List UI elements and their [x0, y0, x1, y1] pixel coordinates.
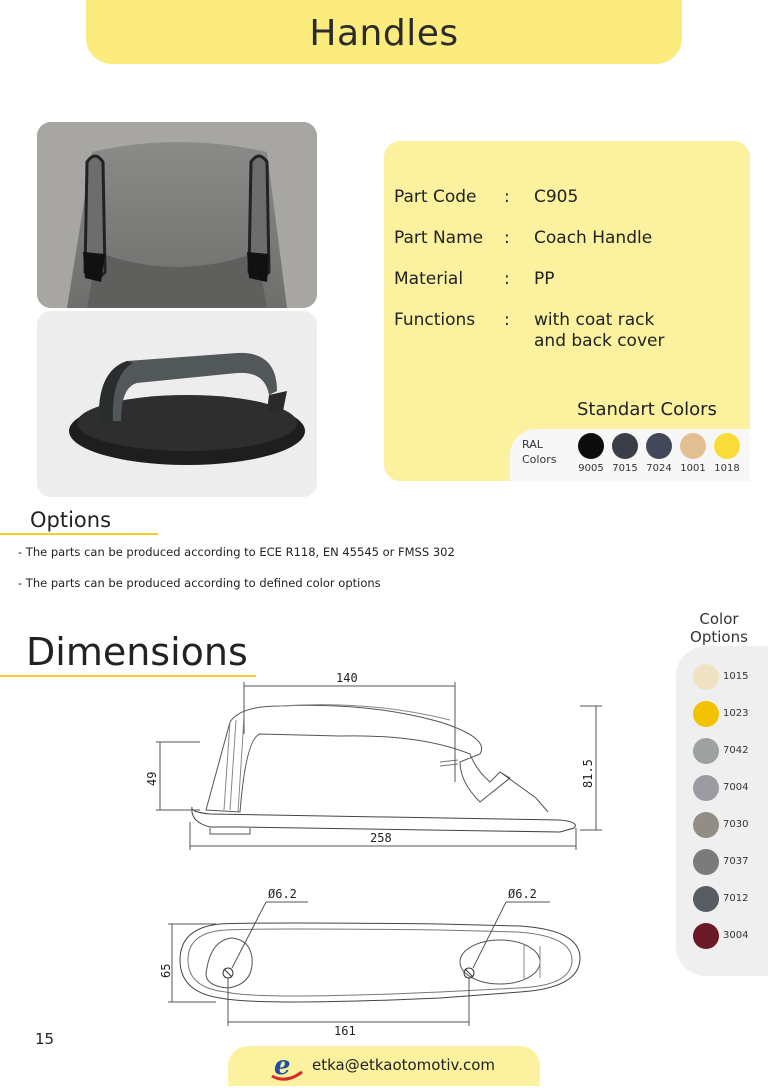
etka-logo-icon: [268, 1050, 304, 1088]
option-swatch-7004: [693, 775, 719, 801]
dim-label-hole-left: Ø6.2: [268, 887, 297, 901]
dim-label-left-height: 49: [145, 771, 159, 786]
page-title: Handles: [86, 0, 682, 64]
product-photo-handle: [37, 311, 317, 497]
info-separator: :: [504, 269, 510, 289]
product-photo-mounted: [37, 122, 317, 308]
dim-label-hole-spacing: 161: [334, 1024, 356, 1038]
standard-colors-title: Standart Colors: [577, 399, 717, 420]
info-value: with coat rack and back cover: [534, 310, 665, 351]
part-info-card: [384, 141, 750, 481]
option-code-label: 7037: [723, 856, 749, 867]
color-swatch-7015: [612, 433, 638, 459]
color-swatch-7024: [646, 433, 672, 459]
option-code-label: 1023: [723, 708, 749, 719]
color-code-label: 1018: [714, 463, 740, 474]
color-options-panel: [676, 646, 768, 976]
option-swatch-7042: [693, 738, 719, 764]
info-value: Coach Handle: [534, 228, 653, 248]
option-code-label: 3004: [723, 930, 749, 941]
ral-label: [522, 437, 556, 467]
dimensions-title: Dimensions: [26, 630, 248, 674]
option-swatch-7012: [693, 886, 719, 912]
info-label: Functions: [394, 310, 476, 330]
option-code-label: 7004: [723, 782, 749, 793]
option-swatch-7030: [693, 812, 719, 838]
option-code-label: 7030: [723, 819, 749, 830]
info-value: PP: [534, 269, 555, 289]
color-options-title-line-2: Options: [690, 628, 748, 646]
page-number: 15: [35, 1030, 55, 1048]
contact-email[interactable]: etka@etkaotomotiv.com: [312, 1056, 496, 1074]
option-code-label: 7042: [723, 745, 749, 756]
color-options-title: [686, 610, 752, 646]
ral-colors-box: [510, 429, 750, 481]
option-note: - The parts can be produced according to defined color options: [18, 576, 381, 590]
side-view: [192, 705, 576, 834]
options-title: Options: [30, 508, 112, 532]
top-view: [180, 923, 580, 1002]
option-code-label: 7012: [723, 893, 749, 904]
svg-text:e: e: [274, 1051, 291, 1081]
info-value: C905: [534, 187, 579, 207]
option-code-label: 1015: [723, 671, 749, 682]
dim-label-right-height: 81.5: [581, 759, 595, 788]
option-swatch-1023: [693, 701, 719, 727]
dim-label-base-width: 65: [159, 963, 173, 978]
dim-label-hole-right: Ø6.2: [508, 887, 537, 901]
technical-drawing: [140, 662, 610, 1046]
dim-label-top-width: 140: [336, 671, 358, 685]
info-label: Part Name: [394, 228, 484, 248]
color-code-label: 7024: [646, 463, 672, 474]
info-separator: :: [504, 228, 510, 248]
info-separator: :: [504, 187, 510, 207]
color-code-label: 7015: [612, 463, 638, 474]
color-swatch-1018: [714, 433, 740, 459]
color-options-title-line-1: Color: [699, 610, 739, 628]
ral-label-line-1: RAL: [522, 438, 543, 451]
option-swatch-3004: [693, 923, 719, 949]
dim-label-overall-length: 258: [370, 831, 392, 845]
color-code-label: 9005: [578, 463, 604, 474]
color-swatch-9005: [578, 433, 604, 459]
option-swatch-1015: [693, 664, 719, 690]
color-code-label: 1001: [680, 463, 706, 474]
contact-bar: [228, 1046, 540, 1086]
color-swatch-1001: [680, 433, 706, 459]
info-label: Part Code: [394, 187, 477, 207]
ral-label-line-2: Colors: [522, 453, 557, 466]
info-label: Material: [394, 269, 464, 289]
info-separator: :: [504, 310, 510, 330]
options-underline: [0, 533, 158, 535]
option-swatch-7037: [693, 849, 719, 875]
option-note: - The parts can be produced according to ECE R118, EN 45545 or FMSS 302: [18, 545, 455, 559]
